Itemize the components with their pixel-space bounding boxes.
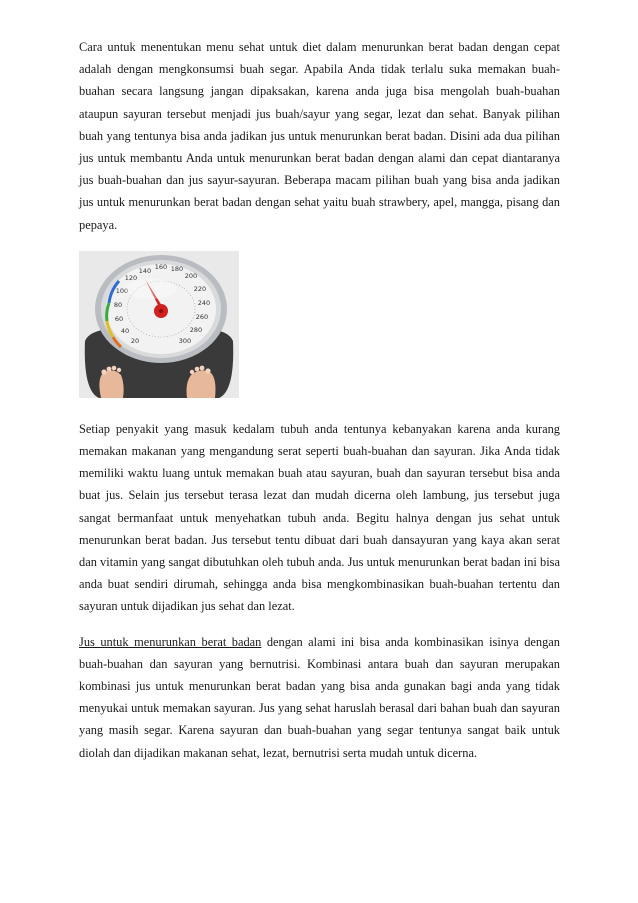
dial-label-140: 140 xyxy=(138,266,152,275)
document-page xyxy=(79,36,560,764)
dial-label-160: 160 xyxy=(154,262,168,271)
dial-label-260: 260 xyxy=(195,312,209,321)
dial-label-20: 20 xyxy=(130,336,140,345)
paragraph-intro: Cara untuk menentukan menu sehat untuk diet dalam menurunkan berat badan dengan cepat adalah dengan mengkonsumsi buah segar. Apabila Anda tidak terlalu suka memakan buah-buahan secara langsung jangan dipaksakan, karena anda juga bisa mengolah buah-buahan ataupun sayuran tersebut menjadi jus buah/sayur yang segar, lezat dan sehat. Banyak pilihan buah yang tentunya bisa anda jadikan jus untuk menurunkan berat badan. Disini ada dua pilihan jus untuk membantu Anda untuk menurunkan berat badan dengan alami dan cepat diantaranya jus buah-buahan dan jus sayur-sayuran. Beberapa macam pilihan buah yang bisa anda jadikan jus untuk menurunkan berat badan dengan sehat yaitu buah strawbery, apel, mangga, pisang dan pepaya. xyxy=(79,40,560,232)
article-link[interactable]: Jus untuk menurunkan berat badan xyxy=(79,634,262,649)
dial-label-100: 100 xyxy=(115,286,129,295)
bathroom-scale-image xyxy=(79,251,239,398)
dial-label-280: 280 xyxy=(189,325,203,334)
dial-label-120: 120 xyxy=(124,273,138,282)
dial-label-220: 220 xyxy=(193,284,207,293)
dial-label-40: 40 xyxy=(120,326,130,335)
dial-label-80: 80 xyxy=(113,300,123,309)
dial-label-200: 200 xyxy=(184,271,198,280)
dial-label-240: 240 xyxy=(197,298,211,307)
paragraph-closing xyxy=(79,631,560,764)
dial-label-300: 300 xyxy=(178,336,192,345)
paragraph-body: Setiap penyakit yang masuk kedalam tubuh anda tentunya kebanyakan karena anda kurang memakan makanan yang mengandung serat seperti buah-buahan dan sayuran. Jika Anda tidak memiliki waktu luang untuk memakan buah atau sayuran, buah dan sayuran tersebut bisa anda buat jus. Selain jus tersebut terasa lezat dan mudah dicerna oleh lambung, jus tersebut juga sangat bermanfaat untuk menyehatkan tubuh anda. Begitu halnya dengan jus sehat untuk menurunkan berat badan. Jus tersebut tentu dibuat dari buah dansayuran yang kaya akan serat dan vitamin yang sangat dibutuhkan oleh tubuh anda. Jus untuk menurunkan berat badan ini bisa anda buat sendiri dirumah, sehingga anda bisa mengkombinasikan buah-buahan tertentu dan sayuran untuk dijadikan jus sehat dan lezat. xyxy=(79,421,560,614)
paragraph-closing-text: dengan alami ini bisa anda kombinasikan isinya dengan buah-buahan dan sayuran yang bernutrisi. Kombinasi antara buah dan sayuran merupakan kombinasi jus untuk menurunkan berat badan yang bisa anda gunakan bagi anda yang tidak menyukai untuk memakan sayuran. Jus yang sehat haruslah berasal dari bahan buah dan sayuran yang masih segar. Karena sayuran dan buah-buahan yang segar tentunya sangat baik untuk diolah dan dijadikan makanan sehat, lezat, bernutrisi serta mudah untuk dicerna. xyxy=(79,634,560,760)
dial-label-60: 60 xyxy=(114,314,124,323)
bathroom-scale-photo xyxy=(79,251,239,398)
dial-label-180: 180 xyxy=(170,264,184,273)
